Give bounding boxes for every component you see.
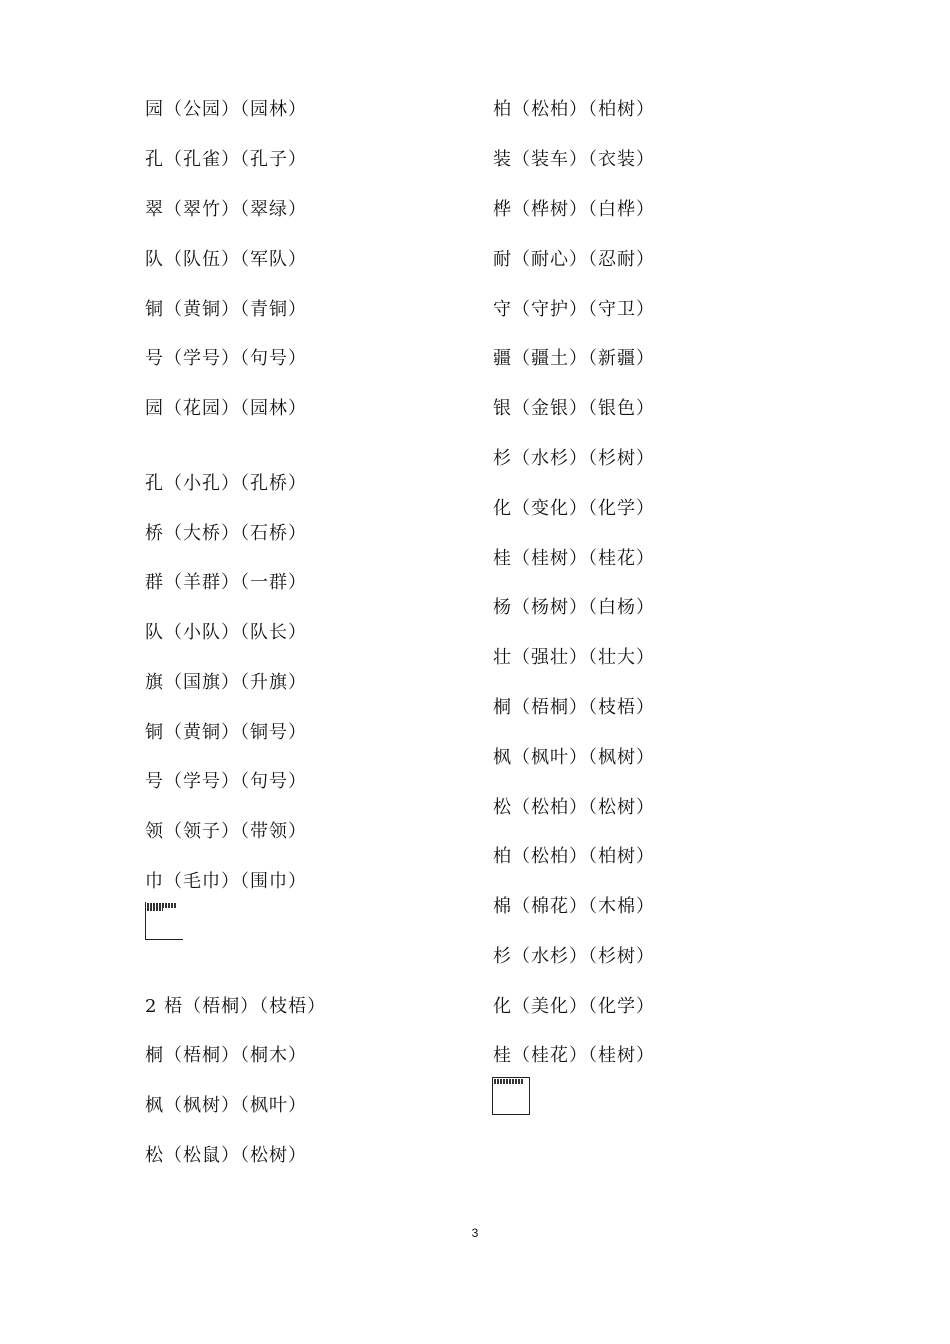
word-entry: 疆（疆土）（新疆） <box>493 348 655 369</box>
embedded-image-thumbnail <box>492 1077 530 1115</box>
word-entry: 枫（枫树）（枫叶） <box>145 1095 307 1116</box>
word-entry: 杨（杨树）（白杨） <box>493 597 655 618</box>
word-entry: 铜（黄铜）（铜号） <box>145 722 307 743</box>
word-entry: 翠（翠竹）（翠绿） <box>145 199 307 220</box>
word-entry: 耐（耐心）（忍耐） <box>493 249 655 270</box>
word-entry: 铜（黄铜）（青铜） <box>145 299 307 320</box>
embedded-image-thumbnail <box>145 902 183 940</box>
word-entry: 桂（桂树）（桂花） <box>493 548 655 569</box>
word-entry: 柏（松柏）（柏树） <box>493 99 655 120</box>
thumbnail-scribble <box>494 1079 524 1084</box>
word-entry: 壮（强壮）（壮大） <box>493 647 655 668</box>
word-entry: 队（小队）（队长） <box>145 622 307 643</box>
word-entry: 园（公园）（园林） <box>145 99 307 120</box>
word-entry: 桦（桦树）（白桦） <box>493 199 655 220</box>
word-entry: 银（金银）（银色） <box>493 398 655 419</box>
word-entry: 装（装车）（衣装） <box>493 149 655 170</box>
word-entry: 柏（松柏）（柏树） <box>493 846 655 867</box>
word-entry: 化（美化）（化学） <box>493 996 655 1017</box>
word-entry: 守（守护）（守卫） <box>493 299 655 320</box>
word-entry: 松（松鼠）（松树） <box>145 1145 307 1166</box>
word-entry: 孔（孔雀）（孔子） <box>145 149 307 170</box>
word-entry: 号（学号）（句号） <box>145 771 307 792</box>
word-entry: 化（变化）（化学） <box>493 498 655 519</box>
word-entry: 松（松柏）（松树） <box>493 797 655 818</box>
word-entry: 旗（国旗）（升旗） <box>145 672 307 693</box>
word-entry: 巾（毛巾）（围巾） <box>145 871 307 892</box>
word-entry: 桐（梧桐）（桐木） <box>145 1045 307 1066</box>
word-entry: 棉（棉花）（木棉） <box>493 896 655 917</box>
word-entry: 杉（水杉）（杉树） <box>493 946 655 967</box>
word-entry: 号（学号）（句号） <box>145 348 307 369</box>
word-entry: 领（领子）（带领） <box>145 821 307 842</box>
word-entry: 2 梧（梧桐）（枝梧） <box>145 996 327 1017</box>
thumbnail-scribble <box>147 908 163 911</box>
word-entry: 群（羊群）（一群） <box>145 572 307 593</box>
word-entry: 桐（梧桐）（枝梧） <box>493 697 655 718</box>
word-entry: 园（花园）（园林） <box>145 398 307 419</box>
word-entry: 孔（小孔）（孔桥） <box>145 473 307 494</box>
word-entry: 队（队伍）（军队） <box>145 249 307 270</box>
word-entry: 枫（枫叶）（枫树） <box>493 747 655 768</box>
page-number: 3 <box>471 1226 479 1240</box>
word-entry: 杉（水杉）（杉树） <box>493 448 655 469</box>
word-entry: 桂（桂花）（桂树） <box>493 1045 655 1066</box>
word-entry: 桥（大桥）（石桥） <box>145 523 307 544</box>
